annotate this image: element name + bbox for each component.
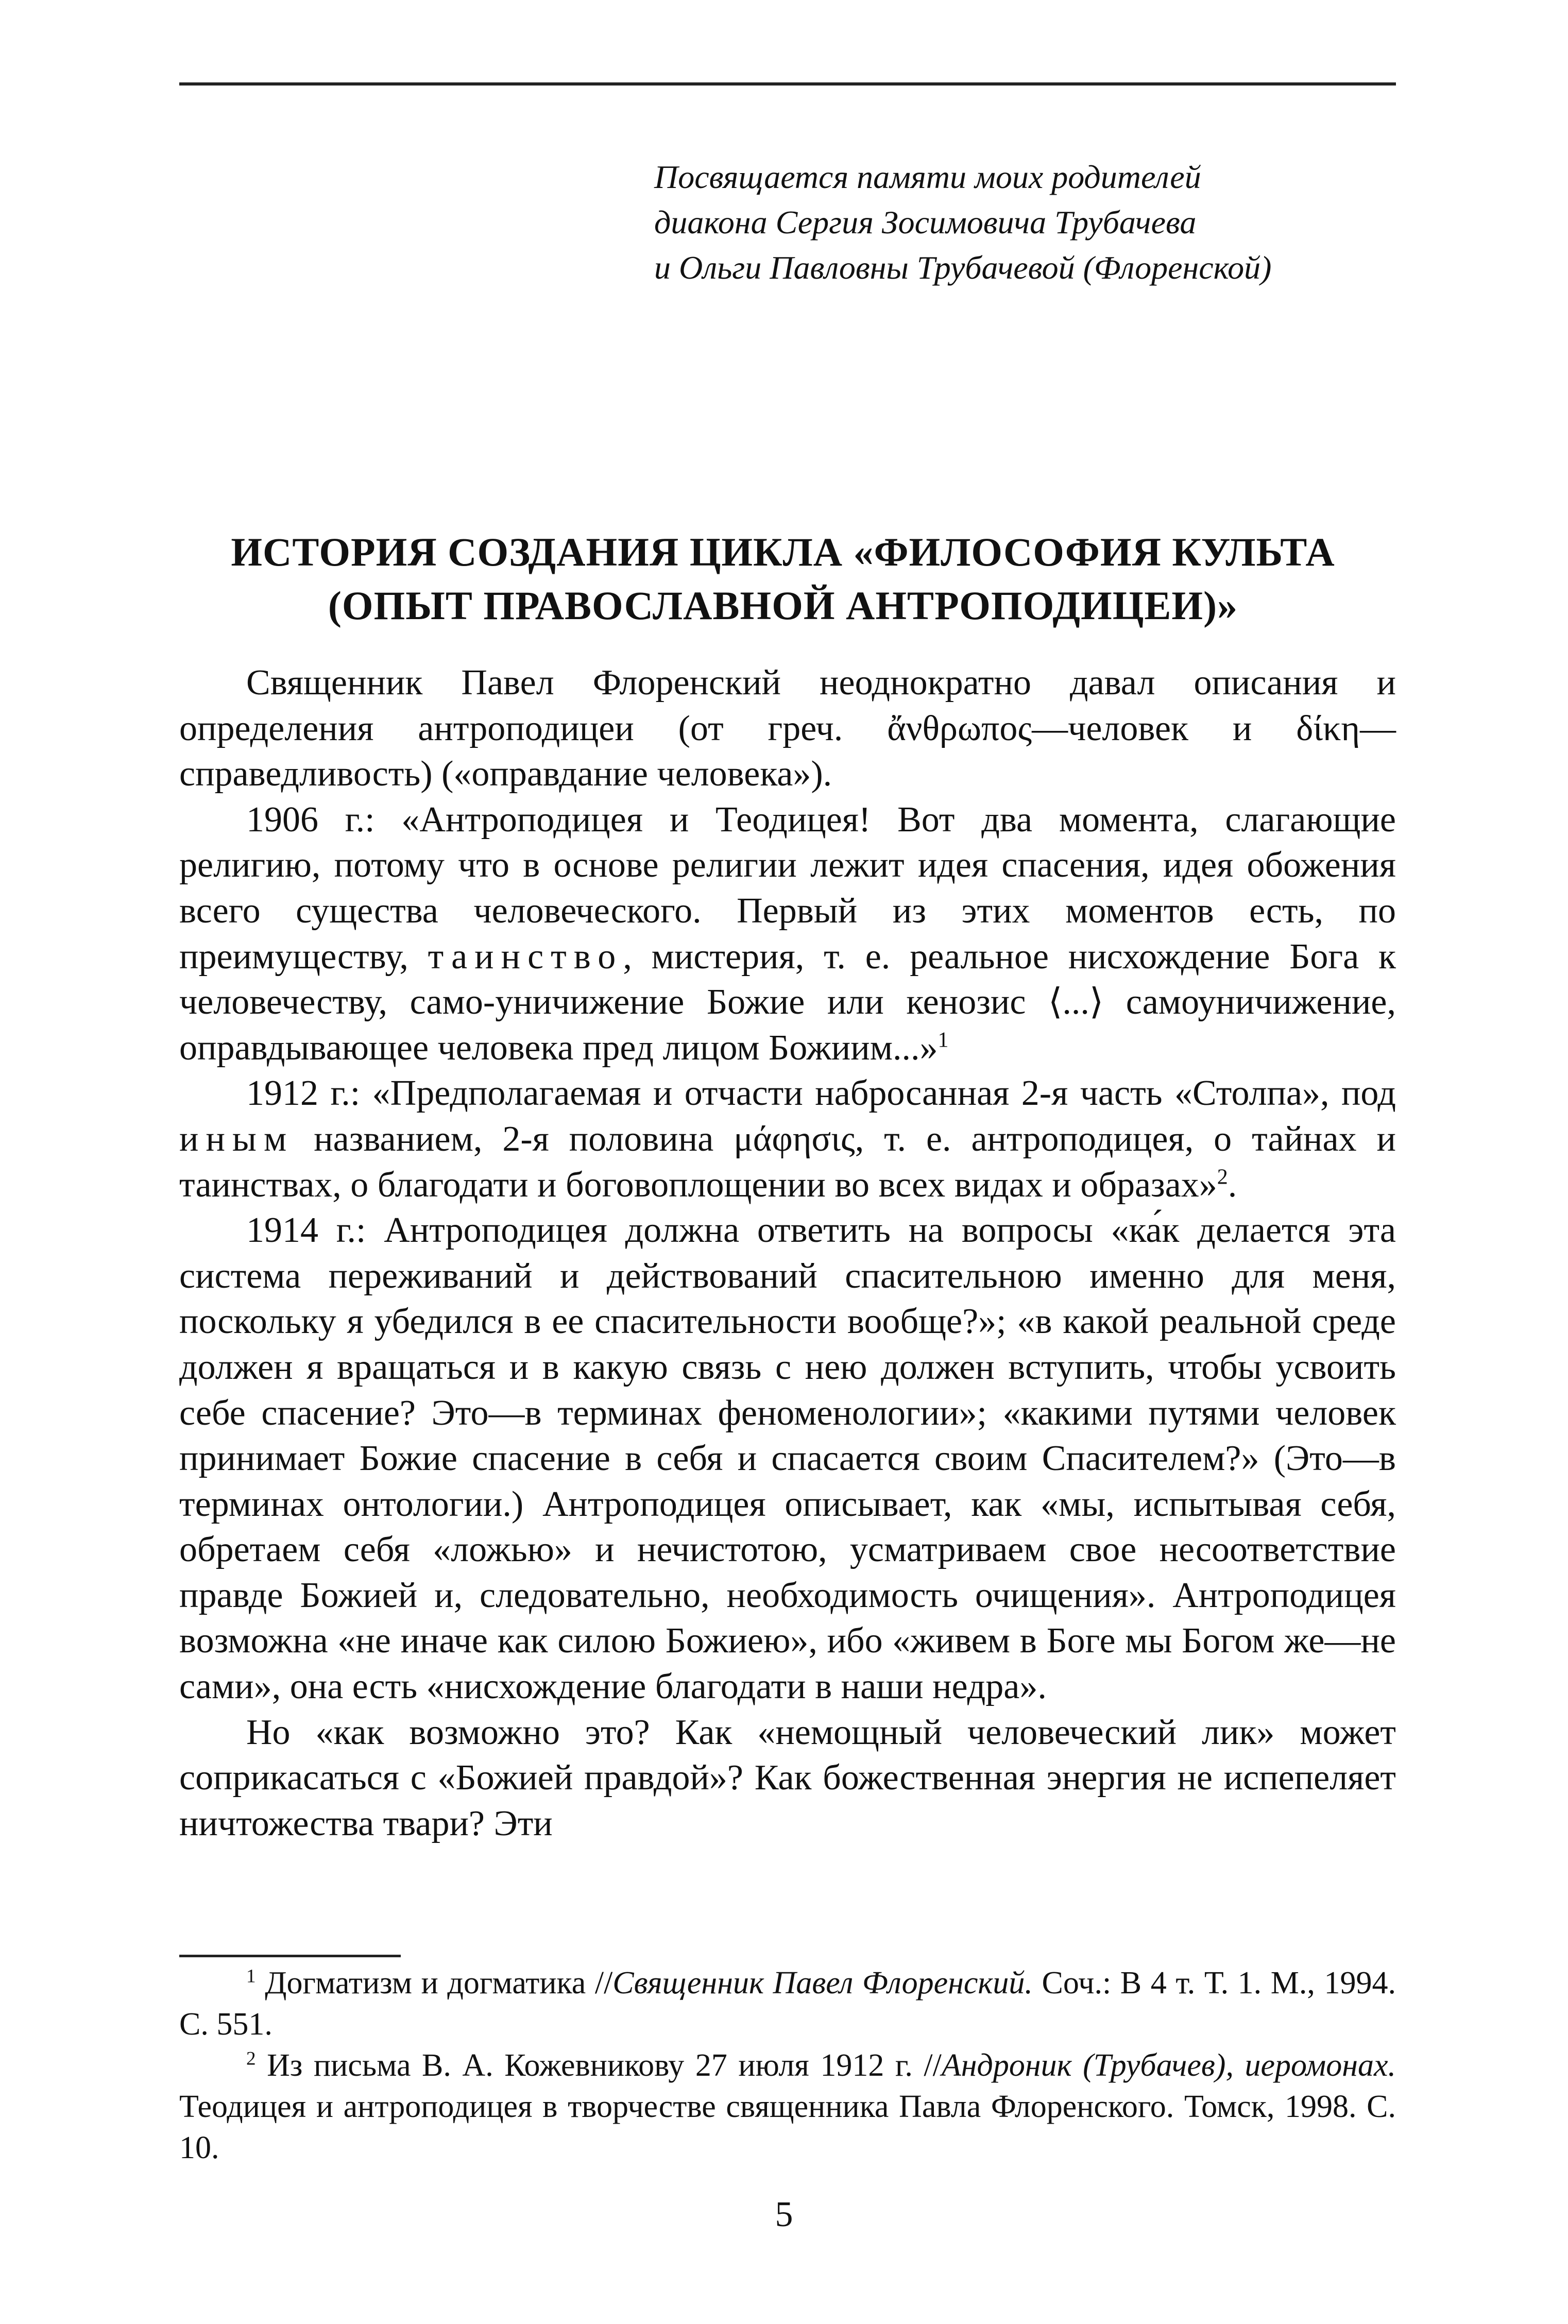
chapter-title-line: ИСТОРИЯ СОЗДАНИЯ ЦИКЛА «ФИЛОСОФИЯ КУЛЬТА [231, 529, 1335, 574]
chapter-title [155, 525, 1411, 633]
footnotes [179, 1962, 1396, 2168]
text-run: 1906 г.: «Антроподицея и Теодицея! Вот два момента, слагающие религию, потому что в основе религии лежит идея спасения, идея обожения всего существа человеческого. Первый из этих моментов есть, по преимуществу, [179, 799, 1396, 977]
text-run: , мистерия, т. е. реальное нисхождение Бога к человечеству, само-уничижение Божие или кенозис ⟨...⟩ самоуничижение, оправдывающее человека пред лицом Божиим...» [179, 936, 1396, 1068]
paragraph [179, 1071, 1396, 1208]
footnote-ref: 1 [938, 1028, 949, 1052]
text-run: Догматизм и догматика // [265, 1966, 613, 2001]
body-text [179, 660, 1396, 1847]
paragraph [179, 797, 1396, 1071]
text-run: Теодицея и антроподицея в творчестве священника Павла Флоренского. Томск, 1998. С. 10. [179, 2089, 1396, 2165]
paragraph: 1914 г.: Антроподицея должна ответить на вопросы «ка́к делается эта система переживаний и действований спасительною именно для меня, поскольку я убедился в ее спасительности вообще?»; «в какой реальной среде должен я вращаться и в какую связь с нею должен вступить, чтобы усвоить себе спасение? Это—в терминах феноменологии»; «какими путями человек принимает Божие спасение в себя и спасается своим Спасителем?» (Это—в терминах онтологии.) Антроподицея описывает, как «мы, испытывая себя, обретаем себя «ложью» и нечистотою, усматриваем свое несоответствие правде Божией и, следовательно, необходимость очищения». Антроподицея возможна «не иначе как силою Божиею», ибо «живем в Боге мы Богом же—не сами», она есть «нисхождение благодати в наши недра». [179, 1210, 1396, 1707]
dedication [654, 155, 1427, 290]
footnote-number: 1 [246, 1966, 256, 1987]
footnote-separator [179, 1955, 401, 1957]
spaced-word: таинство [428, 936, 623, 977]
footnote [179, 1962, 1396, 2045]
footnote-number: 2 [246, 2048, 256, 2070]
paragraph: Священник Павел Флоренский неоднократно давал описания и определения антроподицеи (от греч. ἄνθρωπος—человек и δίκη—справедливость) («оправдание человека»). [179, 663, 1396, 794]
chapter-title-line: (ОПЫТ ПРАВОСЛАВНОЙ АНТРОПОДИЦЕИ)» [328, 583, 1238, 628]
italic-run: Священник Павел Флоренский. [612, 1966, 1033, 2001]
footnote [179, 2045, 1396, 2168]
text-run: названием, 2-я половина μάφησις, т. е. антроподицея, о тайнах и таинствах, о благодати и боговоплощении во всех видах и образах» [179, 1119, 1396, 1205]
text-run: . [1228, 1165, 1237, 1205]
dedication-line: и Ольги Павловны Трубачевой (Флоренской) [654, 249, 1272, 286]
dedication-line: диакона Сергия Зосимовича Трубачева [654, 204, 1197, 241]
text-run: Соч.: В 4 т. Т. 1. М., 1994. С. 551. [179, 1966, 1396, 2042]
dedication-line: Посвящается памяти моих родителей [654, 159, 1201, 195]
spaced-word: иным [179, 1119, 294, 1159]
text-run: Из письма В. А. Кожевникову 27 июля 1912 г. // [267, 2048, 942, 2083]
italic-run: Андроник (Трубачев), иеромонах. [941, 2048, 1396, 2083]
text-run: 1912 г.: «Предполагаемая и отчасти набросанная 2-я часть «Столпа», под [246, 1073, 1396, 1114]
paragraph: Но «как возможно это? Как «немощный человеческий лик» может соприкасаться с «Божией правдой»? Как божественная энергия не испепеляет ничтожества твари? Эти [179, 1712, 1396, 1843]
top-rule [179, 82, 1396, 86]
page-number: 5 [775, 2195, 793, 2234]
footnote-ref: 2 [1217, 1165, 1228, 1189]
